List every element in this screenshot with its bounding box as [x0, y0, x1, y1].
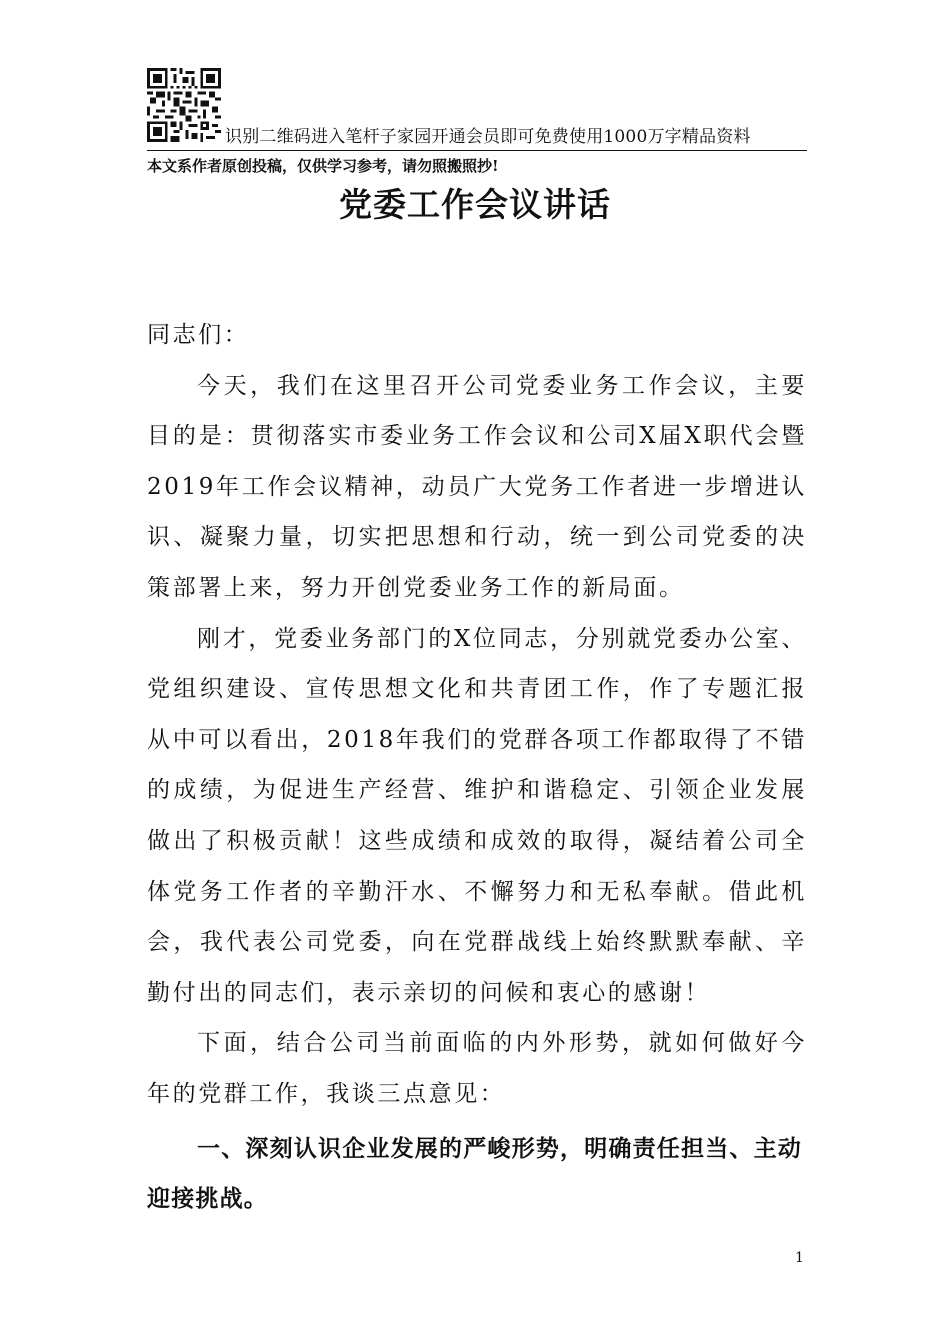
- document-body: [147, 310, 807, 1225]
- salutation: 同志们：: [147, 322, 250, 348]
- document-title: 党委工作会议讲话: [339, 185, 611, 224]
- body-paragraph: 今天，我们在这里召开公司党委业务工作会议，主要目的是：贯彻落实市委业务工作会议和公司X届X职代会暨2019年工作会议精神，动员广大党务工作者进一步增进认识、凝聚力量，切实把思想和行动，统一到公司党委的决策部署上来，努力开创党委业务工作的新局面。: [147, 372, 807, 601]
- section-heading: 一、深刻认识企业发展的严峻形势，明确责任担当、主动迎接挑战。: [147, 1135, 802, 1213]
- copyright-notice: 本文系作者原创投稿，仅供学习参考，请勿照搬照抄!: [147, 157, 499, 175]
- header-divider: [147, 150, 807, 151]
- body-paragraph: 刚才，党委业务部门的X位同志，分别就党委办公室、党组织建设、宣传思想文化和共青团工作，作了专题汇报从中可以看出，2018年我们的党群各项工作都取得了不错的成绩，为促进生产经营、维护和谐稳定、引领企业发展做出了积极贡献！这些成绩和成效的取得，凝结着公司全体党务工作者的辛勤汗水、不懈努力和无私奉献。借此机会，我代表公司党委，向在党群战线上始终默默奉献、辛勤付出的同志们，表示亲切的问候和衷心的感谢！: [147, 625, 807, 1006]
- body-paragraph: 下面，结合公司当前面临的内外形势，就如何做好今年的党群工作，我谈三点意见：: [147, 1030, 807, 1107]
- page-number: 1: [795, 1250, 804, 1266]
- header-promo-text: 识别二维码进入笔杆子家园开通会员即可免费使用1000万字精品资料: [225, 127, 751, 147]
- qr-code-icon[interactable]: [147, 68, 221, 142]
